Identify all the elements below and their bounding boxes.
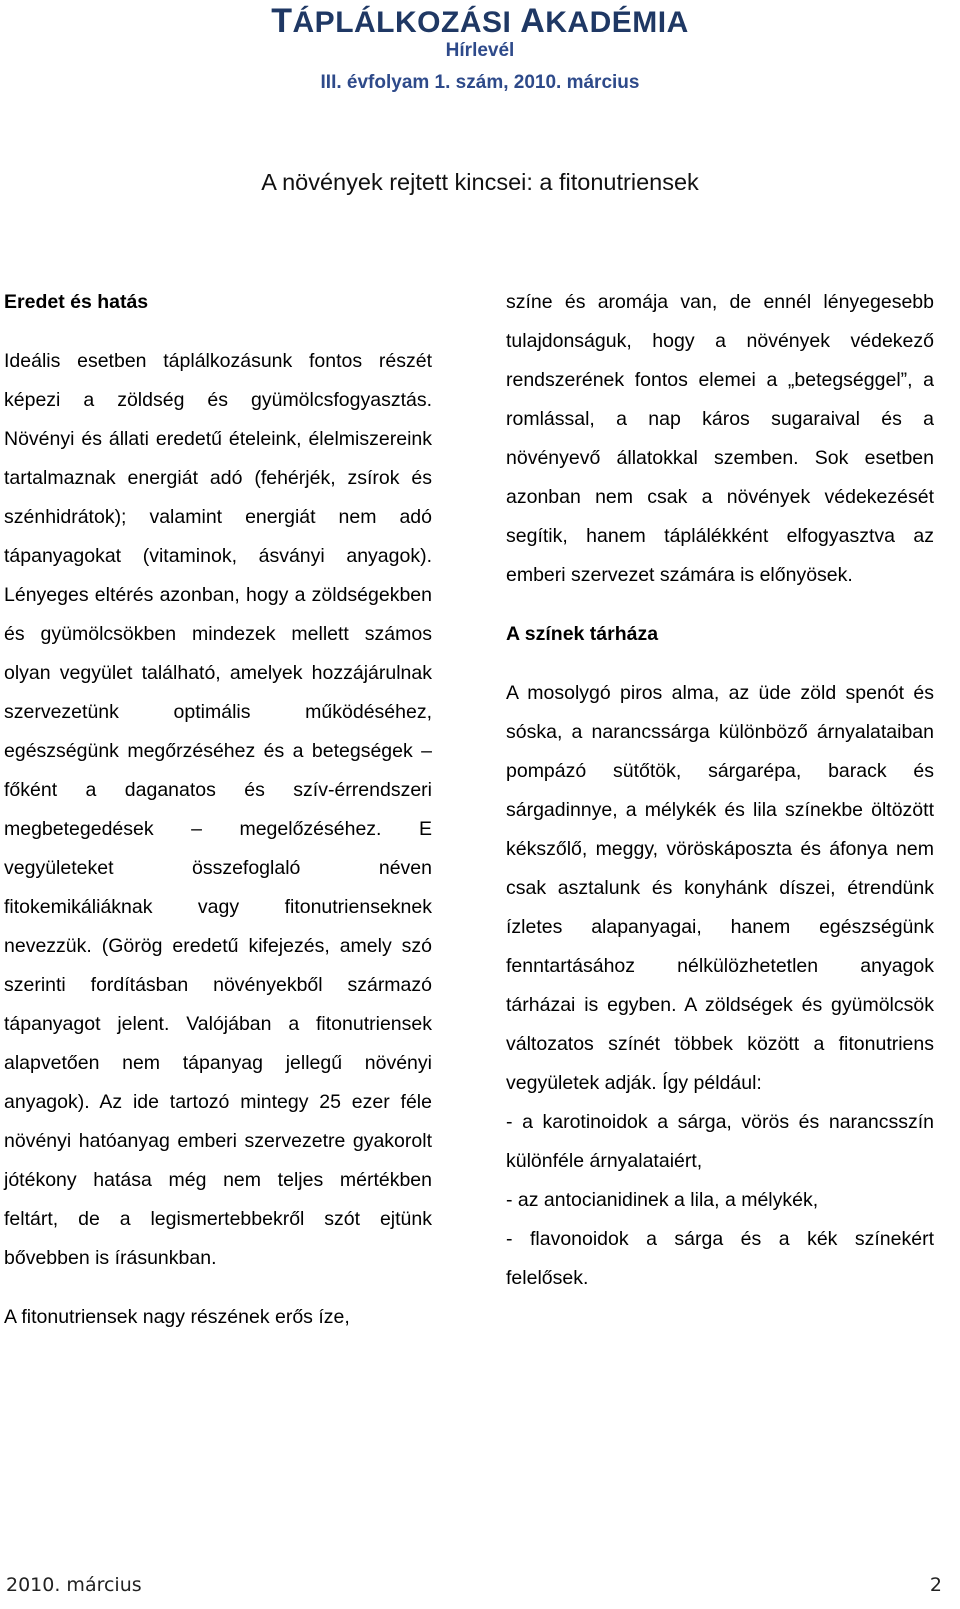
newsletter-subtitle: Hírlevél: [445, 40, 515, 61]
spacer: [4, 322, 432, 342]
footer-date: 2010. március: [6, 1574, 142, 1596]
page-footer: [0, 1574, 960, 1604]
title-initial-1: T: [271, 2, 293, 40]
newsletter-title: [0, 2, 960, 41]
article-title: A növények rejtett kincsei: a fitonutriensek: [261, 169, 699, 195]
spacer: [506, 595, 934, 615]
section-heading-origin: Eredet és hatás: [4, 291, 149, 313]
section-heading-colors: A színek tárháza: [506, 623, 659, 645]
title-part-2: KADÉMIA: [545, 6, 689, 39]
left-column: [4, 283, 432, 1337]
spacer: [506, 654, 934, 674]
right-column: [506, 283, 934, 1298]
page-number: 2: [929, 1574, 942, 1596]
title-part-1: ÁPLÁLKOZÁSI: [292, 6, 521, 39]
title-initial-2: A: [520, 2, 546, 40]
list-item: - a karotinoidok a sárga, vörös és narancsszín különféle árnyalataiért,: [506, 1111, 934, 1172]
list-item: - az antocianidinek a lila, a mélykék,: [506, 1189, 819, 1211]
paragraph-continues: A fitonutriensek nagy részének erős íze,: [4, 1306, 350, 1328]
paragraph-colors: A mosolygó piros alma, az üde zöld spenót és sóska, a narancssárga különböző árnyalataiban pompázó sütőtök, sárgarépa, barack és sárgadinnye, a mélykék és lila színekbe öltözött kékszőlő, meggy, vöröskáposzta és áfonya nem csak asztalunk és konyhánk díszei, étrendünk ízletes alapanyagai, hanem egészségünk fenntartásához nélkülözhetetlen anyagok tárházai is egyben. A zöldségek és gyümölcsök változatos színét többek között a fitonutriens vegyületek adják. Így például:: [506, 682, 934, 1094]
spacer: [4, 1278, 432, 1298]
paragraph-intro: Ideális esetben táplálkozásunk fontos részét képezi a zöldség és gyümölcsfogyasztás. Növényi és állati eredetű ételeink, élelmiszereink tartalmaznak energiát adó (fehérjék, zsírok és szénhidrátok); valamint energiát nem adó tápanyagokat (vitaminok, ásványi anyagok). Lényeges eltérés azonban, hogy a zöldségekben és gyümölcsökben mindezek mellett számos olyan vegyület található, amelyek hozzájárulnak szervezetünk optimális működéséhez, egészségünk megőrzéséhez és a betegségek – főként a daganatos és szív-érrendszeri megbetegedések – megelőzéséhez. E vegyületeket összefoglaló néven fitokemikáliáknak vagy fitonutrienseknek nevezzük. (Görög eredetű kifejezés, amely szó szerinti fordításban növényekből származó tápanyagot jelent. Valójában a fitonutriensek alapvetően nem tápanyag jellegű növényi anyagok). Az ide tartozó mintegy 25 ezer féle növényi hatóanyag emberi szervezetre gyakorolt jótékony hatása még nem teljes mértékben feltárt, de a legismertebbekről szót ejtünk bővebben is írásunkban.: [4, 350, 432, 1269]
list-item: - flavonoidok a sárga és a kék színekért felelősek.: [506, 1228, 934, 1289]
paragraph-continued: színe és aromája van, de ennél lényegesebb tulajdonságuk, hogy a növények védekező rendszerének fontos elemei a „betegséggel”, a romlással, a nap káros sugaraival és a növényevő állatokkal szemben. Sok esetben azonban nem csak a növények védekezését segítik, hanem táplálékként elfogyasztva az emberi szervezet számára is előnyösek.: [506, 291, 934, 586]
issue-line: III. évfolyam 1. szám, 2010. március: [320, 72, 640, 93]
